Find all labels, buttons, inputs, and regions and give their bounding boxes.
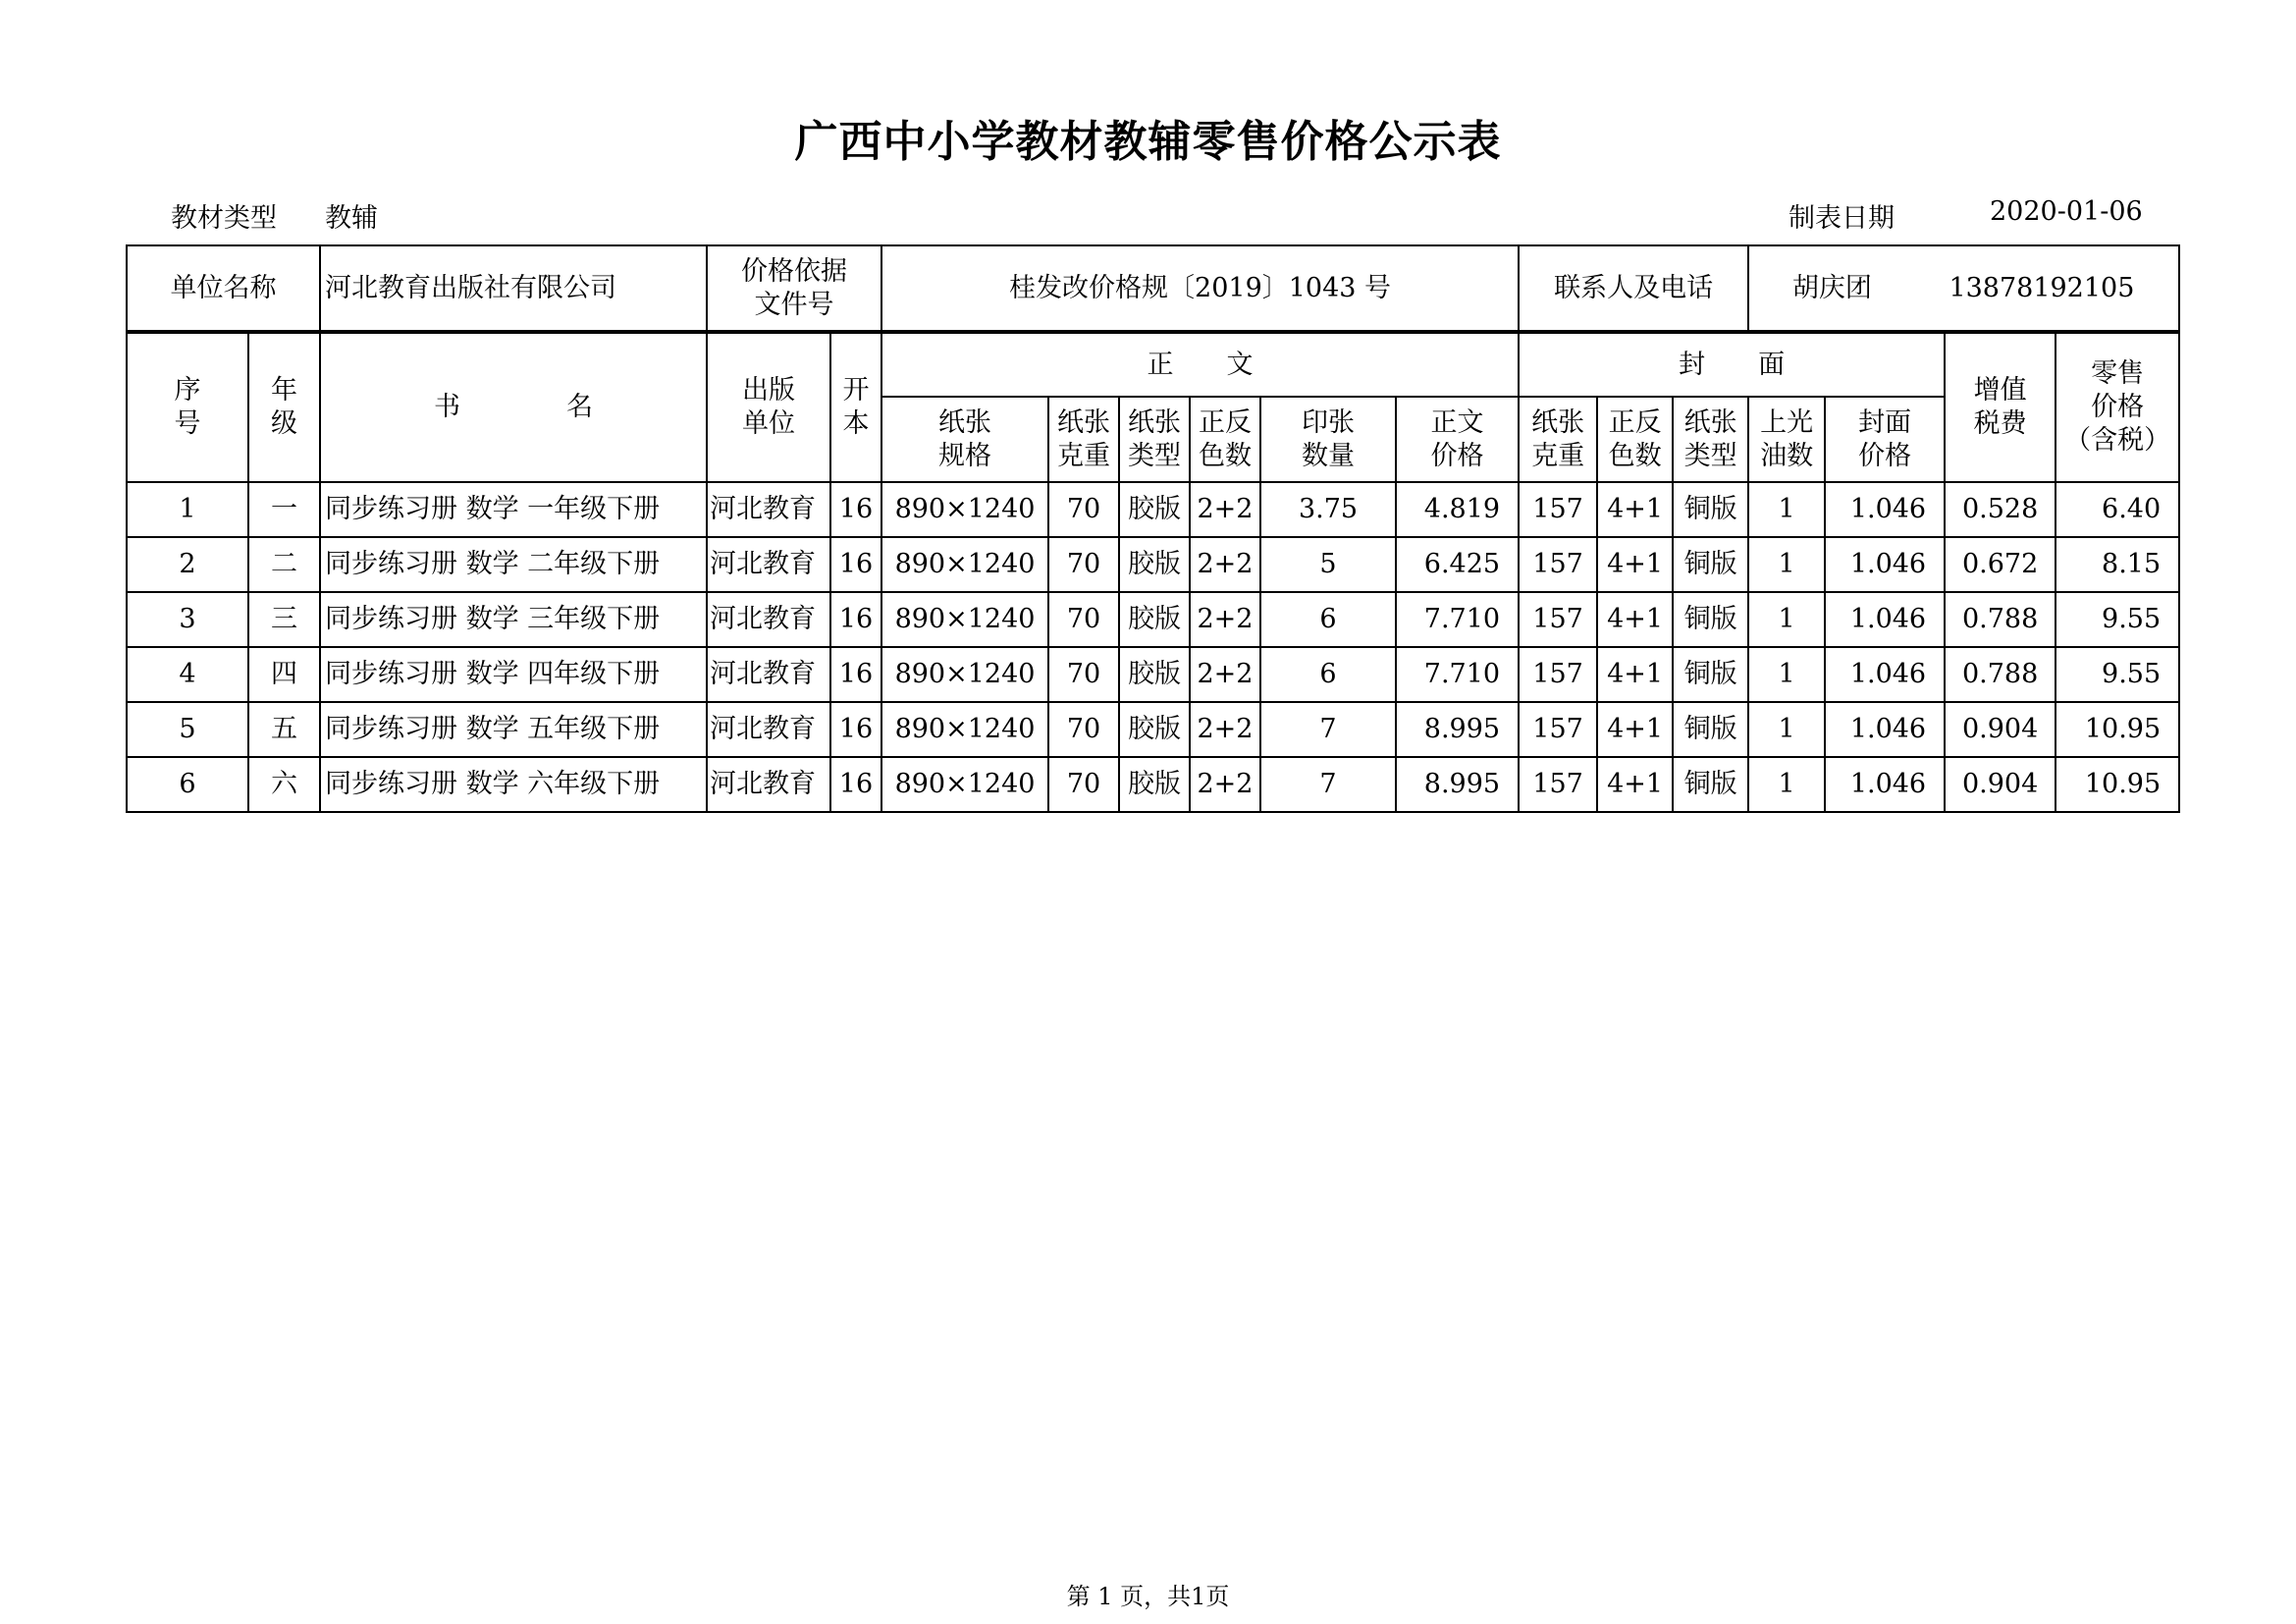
header-cover-type: 纸张 类型 bbox=[1673, 397, 1748, 482]
cell-publisher: 河北教育 bbox=[707, 537, 830, 592]
cell-format: 16 bbox=[830, 537, 881, 592]
cell-c-colors: 4+1 bbox=[1597, 537, 1673, 592]
header-body-sheets: 印张 数量 bbox=[1260, 397, 1396, 482]
cell-spec: 890×1240 bbox=[881, 592, 1048, 647]
cell-c-weight: 157 bbox=[1519, 482, 1597, 537]
cell-c-colors: 4+1 bbox=[1597, 592, 1673, 647]
contact-name: 胡庆团 bbox=[1791, 272, 1872, 303]
material-type-label: 教材类型 bbox=[171, 203, 277, 234]
unit-value: 河北教育出版社有限公司 bbox=[320, 245, 707, 332]
cell-spec: 890×1240 bbox=[881, 482, 1048, 537]
cell-c-price: 1.046 bbox=[1825, 537, 1945, 592]
cell-retail: 10.95 bbox=[2056, 757, 2179, 812]
header-body-price: 正文 价格 bbox=[1396, 397, 1519, 482]
header-row-1 bbox=[127, 332, 2179, 397]
cell-ptype: 胶版 bbox=[1119, 647, 1190, 702]
cell-format: 16 bbox=[830, 482, 881, 537]
cell-vat: 0.904 bbox=[1945, 702, 2056, 757]
cell-retail: 9.55 bbox=[2056, 592, 2179, 647]
cell-body-price: 7.710 bbox=[1396, 592, 1519, 647]
cell-sheets: 7 bbox=[1260, 757, 1396, 812]
cell-c-colors: 4+1 bbox=[1597, 702, 1673, 757]
cell-vat: 0.788 bbox=[1945, 647, 2056, 702]
cell-colors: 2+2 bbox=[1190, 592, 1260, 647]
cell-retail: 9.55 bbox=[2056, 647, 2179, 702]
cell-seq: 6 bbox=[127, 757, 248, 812]
material-type-value: 教辅 bbox=[325, 203, 378, 234]
cell-c-colors: 4+1 bbox=[1597, 757, 1673, 812]
table-row bbox=[127, 647, 2179, 702]
page-title: 广西中小学教材教辅零售价格公示表 bbox=[794, 117, 1502, 167]
table-row bbox=[127, 592, 2179, 647]
cell-publisher: 河北教育 bbox=[707, 702, 830, 757]
cell-name: 同步练习册 数学 五年级下册 bbox=[320, 702, 707, 757]
cell-body-price: 4.819 bbox=[1396, 482, 1519, 537]
cell-colors: 2+2 bbox=[1190, 482, 1260, 537]
cell-c-price: 1.046 bbox=[1825, 702, 1945, 757]
cell-body-price: 8.995 bbox=[1396, 702, 1519, 757]
cell-c-weight: 157 bbox=[1519, 592, 1597, 647]
cell-c-price: 1.046 bbox=[1825, 757, 1945, 812]
cell-vat: 0.672 bbox=[1945, 537, 2056, 592]
cell-publisher: 河北教育 bbox=[707, 757, 830, 812]
cell-format: 16 bbox=[830, 592, 881, 647]
cell-grade: 四 bbox=[248, 647, 320, 702]
cell-c-price: 1.046 bbox=[1825, 482, 1945, 537]
cell-weight: 70 bbox=[1048, 647, 1119, 702]
page-footer: 第 1 页，共1页 bbox=[1066, 1583, 1230, 1610]
cell-c-type: 铜版 bbox=[1673, 702, 1748, 757]
cell-c-oil: 1 bbox=[1748, 647, 1825, 702]
cell-spec: 890×1240 bbox=[881, 537, 1048, 592]
cell-name: 同步练习册 数学 三年级下册 bbox=[320, 592, 707, 647]
header-cover-weight: 纸张 克重 bbox=[1519, 397, 1597, 482]
cell-body-price: 6.425 bbox=[1396, 537, 1519, 592]
table-row bbox=[127, 482, 2179, 537]
cell-c-colors: 4+1 bbox=[1597, 482, 1673, 537]
cell-seq: 5 bbox=[127, 702, 248, 757]
cell-weight: 70 bbox=[1048, 537, 1119, 592]
cell-c-weight: 157 bbox=[1519, 702, 1597, 757]
cell-c-oil: 1 bbox=[1748, 592, 1825, 647]
cell-c-price: 1.046 bbox=[1825, 592, 1945, 647]
header-cover-colors: 正反 色数 bbox=[1597, 397, 1673, 482]
cell-c-type: 铜版 bbox=[1673, 537, 1748, 592]
cell-c-type: 铜版 bbox=[1673, 592, 1748, 647]
contact-value bbox=[1748, 245, 2179, 332]
header-publisher: 出版 单位 bbox=[707, 332, 830, 482]
date-label: 制表日期 bbox=[1789, 203, 1895, 234]
date-value: 2020-01-06 bbox=[1990, 196, 2143, 227]
header-retail: 零售 价格 （含税） bbox=[2056, 332, 2179, 482]
info-row bbox=[127, 245, 2179, 332]
cell-grade: 二 bbox=[248, 537, 320, 592]
cell-colors: 2+2 bbox=[1190, 757, 1260, 812]
cell-c-oil: 1 bbox=[1748, 537, 1825, 592]
doc-value: 桂发改价格规〔2019〕1043 号 bbox=[881, 245, 1519, 332]
cell-ptype: 胶版 bbox=[1119, 757, 1190, 812]
table-row bbox=[127, 537, 2179, 592]
cell-colors: 2+2 bbox=[1190, 702, 1260, 757]
header-cover-oil: 上光 油数 bbox=[1748, 397, 1825, 482]
cell-c-weight: 157 bbox=[1519, 757, 1597, 812]
cell-c-oil: 1 bbox=[1748, 702, 1825, 757]
cell-publisher: 河北教育 bbox=[707, 592, 830, 647]
header-body-group: 正 文 bbox=[881, 332, 1519, 397]
cell-c-type: 铜版 bbox=[1673, 757, 1748, 812]
cell-c-colors: 4+1 bbox=[1597, 647, 1673, 702]
unit-label: 单位名称 bbox=[127, 245, 320, 332]
cell-sheets: 7 bbox=[1260, 702, 1396, 757]
cell-publisher: 河北教育 bbox=[707, 482, 830, 537]
cell-name: 同步练习册 数学 一年级下册 bbox=[320, 482, 707, 537]
cell-c-price: 1.046 bbox=[1825, 647, 1945, 702]
price-table bbox=[126, 244, 2180, 813]
header-vat: 增值 税费 bbox=[1945, 332, 2056, 482]
cell-vat: 0.528 bbox=[1945, 482, 2056, 537]
cell-grade: 五 bbox=[248, 702, 320, 757]
header-cover-price: 封面 价格 bbox=[1825, 397, 1945, 482]
header-format: 开 本 bbox=[830, 332, 881, 482]
header-seq: 序 号 bbox=[127, 332, 248, 482]
cell-sheets: 6 bbox=[1260, 592, 1396, 647]
cell-c-oil: 1 bbox=[1748, 757, 1825, 812]
cell-seq: 3 bbox=[127, 592, 248, 647]
header-body-weight: 纸张 克重 bbox=[1048, 397, 1119, 482]
cell-spec: 890×1240 bbox=[881, 702, 1048, 757]
cell-grade: 六 bbox=[248, 757, 320, 812]
cell-format: 16 bbox=[830, 757, 881, 812]
cell-publisher: 河北教育 bbox=[707, 647, 830, 702]
cell-name: 同步练习册 数学 六年级下册 bbox=[320, 757, 707, 812]
cell-retail: 6.40 bbox=[2056, 482, 2179, 537]
contact-phone: 13878192105 bbox=[1949, 272, 2135, 303]
cell-c-weight: 157 bbox=[1519, 537, 1597, 592]
cell-retail: 10.95 bbox=[2056, 702, 2179, 757]
header-grade: 年 级 bbox=[248, 332, 320, 482]
header-body-spec: 纸张 规格 bbox=[881, 397, 1048, 482]
cell-format: 16 bbox=[830, 702, 881, 757]
contact-label: 联系人及电话 bbox=[1519, 245, 1748, 332]
table-row bbox=[127, 757, 2179, 812]
cell-grade: 三 bbox=[248, 592, 320, 647]
cell-weight: 70 bbox=[1048, 757, 1119, 812]
cell-sheets: 3.75 bbox=[1260, 482, 1396, 537]
cell-body-price: 8.995 bbox=[1396, 757, 1519, 812]
cell-weight: 70 bbox=[1048, 702, 1119, 757]
header-cover-group: 封 面 bbox=[1519, 332, 1945, 397]
cell-vat: 0.904 bbox=[1945, 757, 2056, 812]
header-book-name: 书 名 bbox=[320, 332, 707, 482]
cell-weight: 70 bbox=[1048, 592, 1119, 647]
header-body-colors: 正反 色数 bbox=[1190, 397, 1260, 482]
cell-c-type: 铜版 bbox=[1673, 647, 1748, 702]
cell-grade: 一 bbox=[248, 482, 320, 537]
cell-ptype: 胶版 bbox=[1119, 537, 1190, 592]
cell-ptype: 胶版 bbox=[1119, 702, 1190, 757]
cell-format: 16 bbox=[830, 647, 881, 702]
cell-body-price: 7.710 bbox=[1396, 647, 1519, 702]
cell-name: 同步练习册 数学 二年级下册 bbox=[320, 537, 707, 592]
table-row bbox=[127, 702, 2179, 757]
cell-seq: 2 bbox=[127, 537, 248, 592]
cell-spec: 890×1240 bbox=[881, 647, 1048, 702]
cell-c-oil: 1 bbox=[1748, 482, 1825, 537]
cell-name: 同步练习册 数学 四年级下册 bbox=[320, 647, 707, 702]
cell-vat: 0.788 bbox=[1945, 592, 2056, 647]
cell-sheets: 6 bbox=[1260, 647, 1396, 702]
cell-colors: 2+2 bbox=[1190, 537, 1260, 592]
doc-label: 价格依据 文件号 bbox=[707, 245, 881, 332]
table-body bbox=[127, 482, 2179, 812]
header-body-type: 纸张 类型 bbox=[1119, 397, 1190, 482]
cell-seq: 1 bbox=[127, 482, 248, 537]
cell-weight: 70 bbox=[1048, 482, 1119, 537]
cell-spec: 890×1240 bbox=[881, 757, 1048, 812]
cell-ptype: 胶版 bbox=[1119, 482, 1190, 537]
cell-ptype: 胶版 bbox=[1119, 592, 1190, 647]
cell-c-weight: 157 bbox=[1519, 647, 1597, 702]
cell-c-type: 铜版 bbox=[1673, 482, 1748, 537]
cell-sheets: 5 bbox=[1260, 537, 1396, 592]
cell-retail: 8.15 bbox=[2056, 537, 2179, 592]
cell-seq: 4 bbox=[127, 647, 248, 702]
cell-colors: 2+2 bbox=[1190, 647, 1260, 702]
